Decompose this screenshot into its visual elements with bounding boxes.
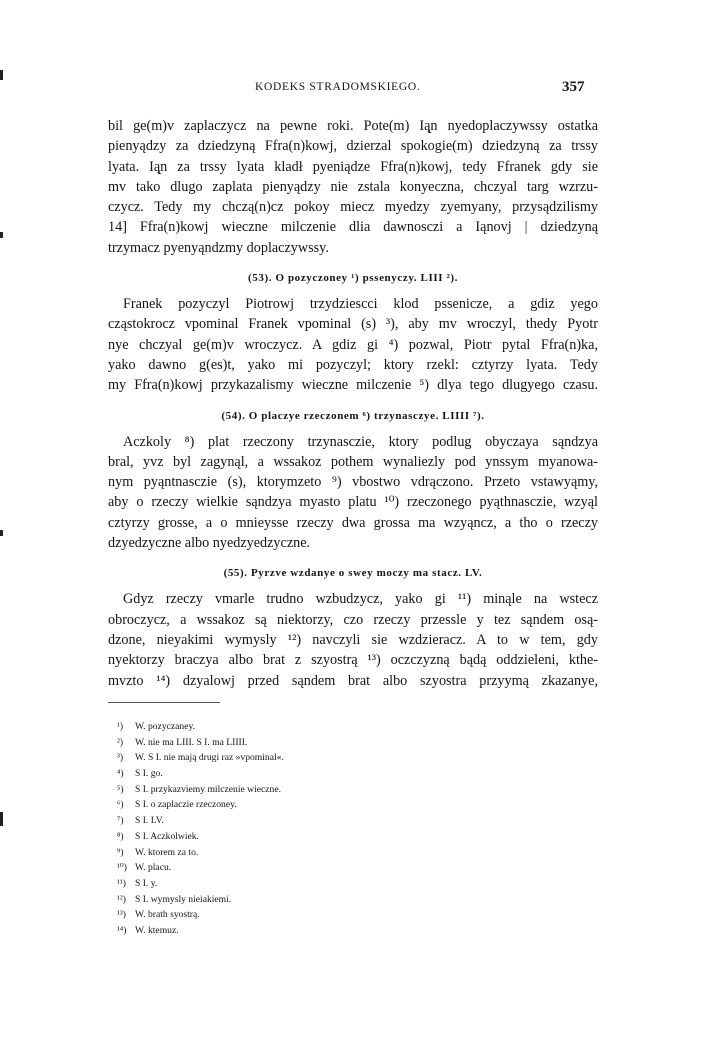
footnote <box>117 782 284 798</box>
footnote-mark: ¹³) <box>117 909 126 921</box>
footnote <box>117 750 284 766</box>
footnote-mark: ³) <box>117 752 124 764</box>
footnote-mark: ²) <box>117 736 124 748</box>
footnote-text: S I. go. <box>135 768 163 780</box>
footnote-text: S I. LV. <box>135 815 164 827</box>
footnote-mark: ⁷) <box>117 815 124 827</box>
footnote <box>117 797 284 813</box>
text-line: aby o rzeczy wielkie sąndzya myasto platu ¹⁰) rzeczonego pyąthnasczie, wzyąl <box>108 494 598 511</box>
text-line: mv tako dlugo zaplata pienyądzy nie zstala konyeczna, chczyal targ wzrzu- <box>108 178 598 195</box>
footnote-mark: ¹⁰) <box>117 862 127 874</box>
footnote-text: S I. przykazviemy milczenie wieczne. <box>135 783 281 795</box>
text-line: 14] Ffra(n)kowj wieczne milczenie dlia dawnosczi a Iąnovj | dziedzyną <box>108 219 598 236</box>
text-line: dzone, nieyakimi wymysly ¹²) navczyli sie wzdzieracz. A to w tem, gdy <box>108 631 598 648</box>
text-line: pienyądzy za dziedzyną Ffra(n)kowj, dzierzal spokogie(m) dziedzyną za trssy <box>108 138 598 155</box>
text-line: Gdyz rzeczy vmarle trudno wzbudzycz, yako gi ¹¹) minąle na wstecz <box>123 591 598 608</box>
main-text <box>108 116 598 691</box>
footnote <box>117 923 284 939</box>
text-line: yako dawno g(es)t, yako mi pozyczyl; ktory rzekl: cztyrzy lyata. Tedy <box>108 356 598 373</box>
footnote <box>117 829 284 845</box>
footnote-text: W. ktemuz. <box>135 924 179 936</box>
footnote-mark: ¹⁴) <box>117 924 127 936</box>
section-heading: (55). Pyrzve wzdanye o swey moczy ma stacz. LV. <box>223 567 483 580</box>
footnote <box>117 907 284 923</box>
text-line: trzymacz pyenyąndzmy doplaczywssy. <box>108 239 329 256</box>
text-line: nye chczyal ge(m)v wroczycz. A gdiz gi ⁴) pozwal, Piotr pytal Ffra(n)ka, <box>108 336 598 353</box>
section-heading: (54). O placzye rzeczonem ⁶) trzynasczye. LIIII ⁷). <box>221 409 485 422</box>
text-line: bral, yvz byl zagynąl, a wssakoz pothem wynaliezly pod ynssym myanowa- <box>108 453 598 470</box>
footnote-text: S I. y. <box>135 877 158 889</box>
page-number: 357 <box>562 79 585 95</box>
page-header <box>0 81 720 105</box>
text-line: cząstokrocz vpominal Franek vpominal (s) ³), aby mv wroczyl, thedy Pyotr <box>108 316 598 333</box>
text-line: nyektorzy braczya albo brat z szyostrą ¹³) oczczyzną bądą oddzieleni, kthe- <box>108 652 598 669</box>
footnote-mark: ⁸) <box>117 830 124 842</box>
footnote-mark: ¹¹) <box>117 877 126 889</box>
footnote-text: W. pozyczaney. <box>135 721 196 732</box>
footnote-text: S I. wymysly nieiakiemi. <box>135 893 232 905</box>
text-line: bil ge(m)v zaplaczycz na pewne roki. Pote(m) Ią̨n nyedoplaczywssy ostatka <box>108 118 598 134</box>
text-line: nym pyąntnasczie (s), ktorymzeto ⁹) vbostwo vdrączono. Przeto vstawyąmy, <box>108 474 598 491</box>
footnote-mark: ⁴) <box>117 768 124 780</box>
footnote-text: W. nie ma LIII. S I. ma LIIII. <box>135 736 248 748</box>
footnote-text: S I. o zaplaczie rzeczoney. <box>135 799 237 811</box>
footnote-mark: ⁵) <box>117 783 124 795</box>
text-line: lyata. Ią̨n za trssy lyata kladł pyeniądze Ffra(n)kowj, tedy Ffranek gdy sie <box>108 158 598 175</box>
footnote-text: S I. Aczkolwiek. <box>135 830 199 842</box>
footnote-text: W. brath syostrą. <box>135 909 200 921</box>
footnote <box>117 876 284 892</box>
text-line: dzyedzyczne albo nyedzyedzyczne. <box>108 535 311 552</box>
footnotes <box>117 719 284 939</box>
footnote <box>117 735 284 751</box>
binding-edge-mark <box>0 812 3 826</box>
footnote-text: W. placu. <box>135 862 172 874</box>
text-line: my Ffra(n)kowj przykazalismy wieczne milczenie ⁵) dlya tego dlugyego czasu. <box>108 377 598 394</box>
binding-edge-mark <box>0 530 3 536</box>
text-line: obroczycz, a wssakoz są niektorzy, czo rzeczy przessle y tez sąndem osą- <box>108 611 598 628</box>
text-line: Aczkoly ⁸) plat rzeczony trzynasczie, ktory podlug obyczaya sąndzya <box>123 433 598 450</box>
text-line: mvzto ¹⁴) dzyalowj przed sąndem brat albo szyostra przyymą zkazanye, <box>108 672 598 689</box>
footnote <box>117 892 284 908</box>
running-head: KODEKS STRADOMSKIEGO. <box>255 81 421 93</box>
footnote <box>117 845 284 861</box>
footnote <box>117 860 284 876</box>
footnote <box>117 719 284 735</box>
text-line: cztyrzy grosse, a o mnieysse rzeczy dwa grossa ma wzyąncz, a tho o rzeczy <box>108 514 598 531</box>
footnote-mark: ⁹) <box>117 846 124 858</box>
text-line: czycz. Tedy my chczą(n)cz pokoy miecz myedzy zyemyany, przysądzilismy <box>108 199 598 216</box>
footnote-text: W. S I. nie mają drugi raz »vpominal«. <box>135 752 284 764</box>
footnote-mark: ⁶) <box>117 799 124 811</box>
footnote <box>117 766 284 782</box>
binding-edge-mark <box>0 232 3 238</box>
section-heading: (53). O pozyczoney ¹) pssenyczy. LIII ²). <box>248 272 458 285</box>
footnote-mark: ¹²) <box>117 893 126 905</box>
footnote <box>117 813 284 829</box>
footnote-mark: ¹) <box>117 721 124 732</box>
footnote-divider <box>108 702 220 703</box>
binding-edge-mark <box>0 70 3 80</box>
text-line: Franek pozyczyl Piotrowj trzydziescci klod pssenicze, a gdiz yego <box>123 296 598 313</box>
footnote-text: W. ktorem za to. <box>135 846 199 858</box>
